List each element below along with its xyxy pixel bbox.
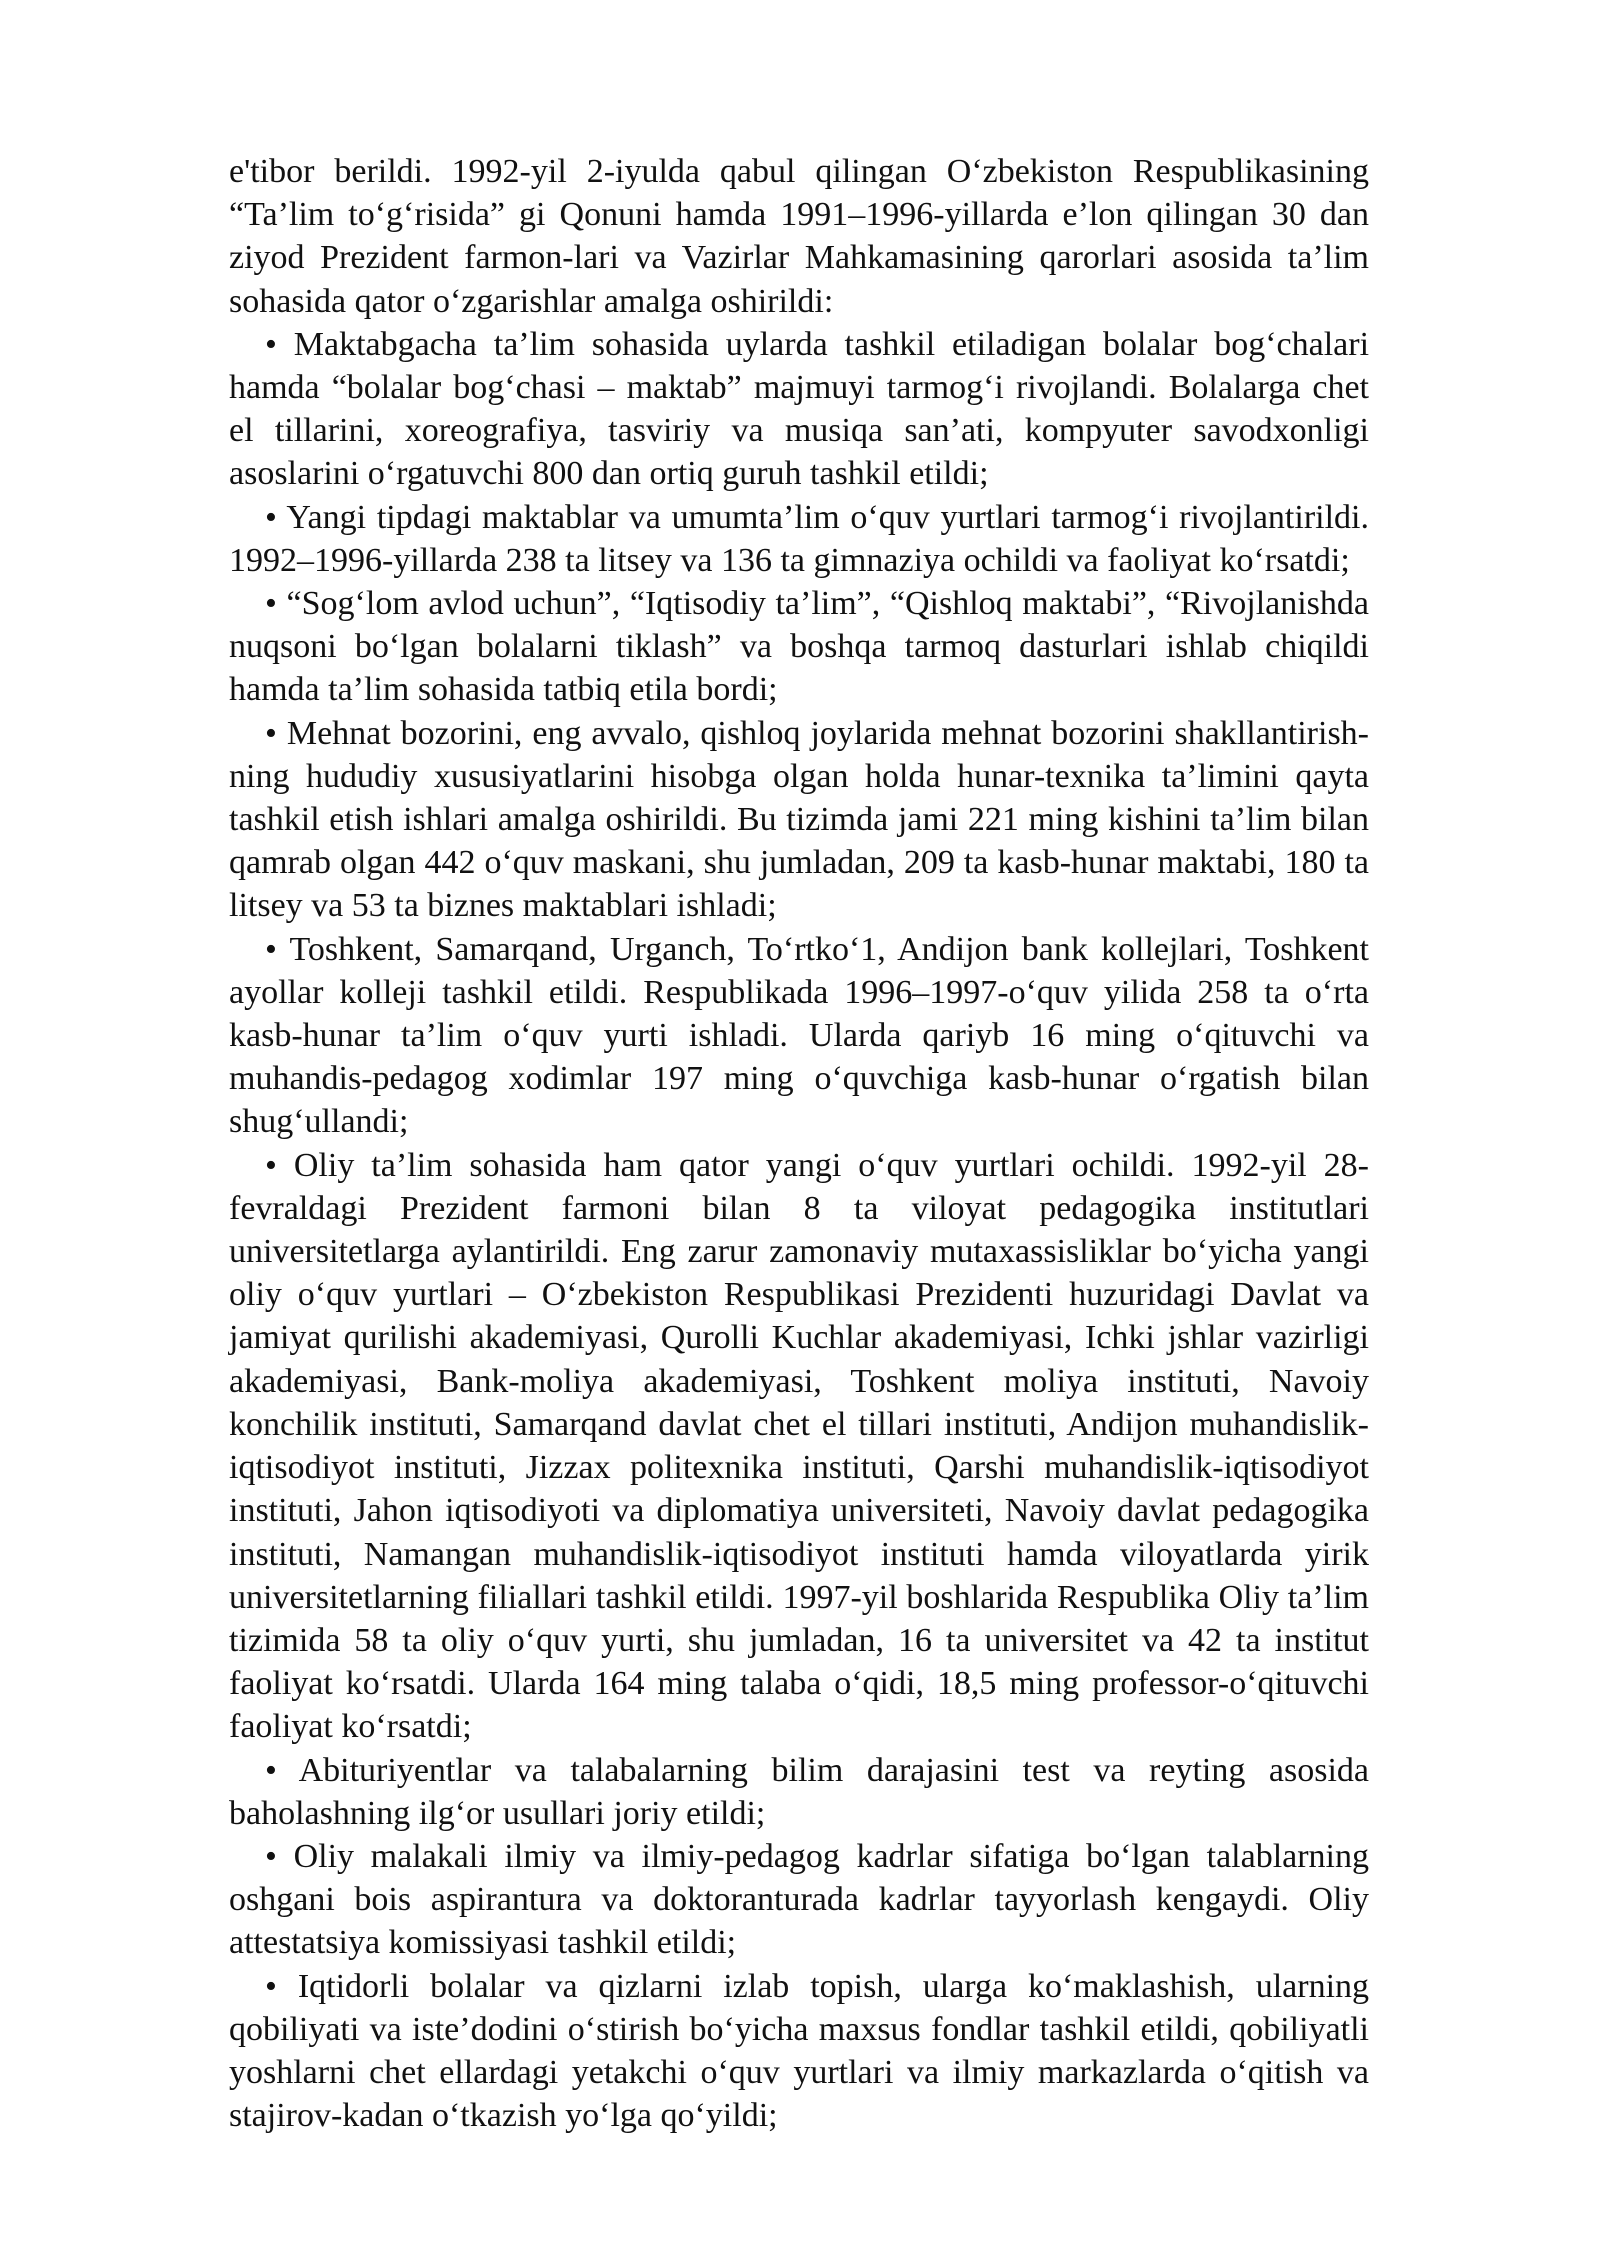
list-item-text: Oliy ta’lim sohasida ham qator yangi o‘quv yurtlari ochildi. 1992-yil 28-fevraldagi Prezident farmoni bilan 8 ta viloyat pedagogika institutlari universitetlarga aylantirildi. Eng zarur zamonaviy mutaxassisliklar bo‘yicha yangi oliy o‘quv yurtlari – O‘zbekiston Respublikasi Prezidenti huzuridagi Davlat va jamiyat qurilishi akademiyasi, Qurolli Kuchlar akademiyasi, Ichki jshlar vazirligi akademiyasi, Bank-moliya akademiyasi, Toshkent moliya instituti, Navoiy konchilik instituti, Samarqand davlat chet el tillari instituti, Andijon muhandislik-iqtisodiyot instituti, Jizzax politexnika instituti, Qarshi muhandislik-iqtisodiyot instituti, Jahon iqtisodiyoti va diplomatiya universiteti, Navoiy davlat pedagogika instituti, Namangan muhandislik-iqtisodiyot instituti hamda viloyatlarda yirik universitetlarning filiallari tashkil etildi. 1997-yil boshlarida Respublika Oliy ta’lim tizimida 58 ta oliy o‘quv yurti, shu jumladan, 16 ta universitet va 42 ta institut faoliyat ko‘rsatdi. Ularda 164 ming talaba o‘qidi, 18,5 ming professor-o‘qituvchi faoliyat ko‘rsatdi; xyxy=(229,1146,1369,1746)
list-item-text: Oliy malakali ilmiy va ilmiy-pedagog kadrlar sifatiga bo‘lgan talablarning oshgani bois aspirantura va doktoranturada kadrlar tayyorlash kengaydi. Oliy attestatsiya komissiyasi tashkil etildi; xyxy=(229,1837,1369,1962)
list-item-text: “Sog‘lom avlod uchun”, “Iqtisodiy ta’lim”, “Qishloq maktabi”, “Rivojlanishda nuqsoni bo‘lgan bolalarni tiklash” va boshqa tarmoq dasturlari ishlab chiqildi hamda ta’lim sohasida tatbiq etila bordi; xyxy=(229,585,1370,709)
bullet-icon: • xyxy=(265,498,277,536)
list-item-text: Iqtidorli bolalar va qizlarni izlab topish, ularga ko‘maklashish, ularning qobiliyati va iste’dodini o‘stirish bo‘yicha maxsus fondlar tashkil etildi, qobiliyatli yoshlarni chet ellardagi yetakchi o‘quv yurtlari va ilmiy markazlarda o‘qitish va stajirov-kadan o‘tkazish yo‘lga qo‘yildi; xyxy=(229,1967,1370,2135)
list-item-text: Mehnat bozorini, eng avvalo, qishloq joylarida mehnat bozorini shakllantirish-ning hududiy xususiyatlarini hisobga olgan holda hunar-texnika ta’limini qayta tashkil etish ishlari amalga oshirildi. Bu tizimda jami 221 ming kishini ta’lim bilan qamrab olgan 442 o‘quv maskani, shu jumladan, 209 ta kasb-hunar maktabi, 180 ta litsey va 53 ta biznes maktablari ishladi; xyxy=(229,714,1369,925)
bullet-icon: • xyxy=(265,1837,277,1875)
intro-paragraph: e'tibor berildi. 1992-yil 2-iyulda qabul qilingan O‘zbekiston Respublikasining “Ta’lim to‘g‘risida” gi Qonuni hamda 1991–1996-yillarda e’lon qilingan 30 dan ziyod Prezident farmon-lari va Vazirlar Mahkamasining qarorlari asosida ta’lim sohasida qator o‘zgarishlar amalga oshirildi: xyxy=(229,153,1369,320)
bullet-icon: • xyxy=(265,714,277,752)
list-item-text: Abituriyentlar va talabalarning bilim darajasini test va reyting asosida baholashning ilg‘or usullari joriy etildi; xyxy=(229,1751,1370,1832)
list-item xyxy=(229,323,1369,496)
list-item xyxy=(229,1749,1369,1835)
list-item xyxy=(229,1144,1369,1749)
list-item xyxy=(229,712,1369,928)
list-item xyxy=(229,496,1369,582)
bullet-icon: • xyxy=(265,325,277,363)
bullet-icon: • xyxy=(265,1146,277,1184)
list-item-text: Maktabgacha ta’lim sohasida uylarda tashkil etiladigan bolalar bog‘chalari hamda “bolalar bog‘chasi – maktab” majmuyi tarmog‘i rivojlandi. Bolalarga chet el tillarini, xoreografiya, tasviriy va musiqa san’ati, kompyuter savodxonligi asoslarini o‘rgatuvchi 800 dan ortiq guruh tashkil etildi; xyxy=(229,325,1370,493)
list-item-text: Yangi tipdagi maktablar va umumta’lim o‘quv yurtlari tarmog‘i rivojlantirildi. 1992–1996-yillarda 238 ta litsey va 136 ta gimnaziya ochildi va faoliyat ko‘rsatdi; xyxy=(229,498,1369,579)
list-item xyxy=(229,1965,1369,2138)
bullet-icon: • xyxy=(265,1751,277,1789)
bullet-icon: • xyxy=(265,1967,277,2005)
list-item-text: Toshkent, Samarqand, Urganch, To‘rtko‘1, Andijon bank kollejlari, Toshkent ayollar kolleji tashkil etildi. Respublikada 1996–1997-o‘quv yilida 258 ta o‘rta kasb-hunar ta’lim o‘quv yurti ishladi. Ularda qariyb 16 ming o‘qituvchi va muhandis-pedagog xodimlar 197 ming o‘quvchiga kasb-hunar o‘rgatish bilan shug‘ullandi; xyxy=(229,930,1369,1141)
list-item xyxy=(229,1835,1369,1965)
list-item xyxy=(229,928,1369,1144)
document-page xyxy=(229,150,1369,2137)
bullet-icon: • xyxy=(265,930,277,968)
list-item xyxy=(229,582,1369,712)
bullet-icon: • xyxy=(265,585,277,623)
